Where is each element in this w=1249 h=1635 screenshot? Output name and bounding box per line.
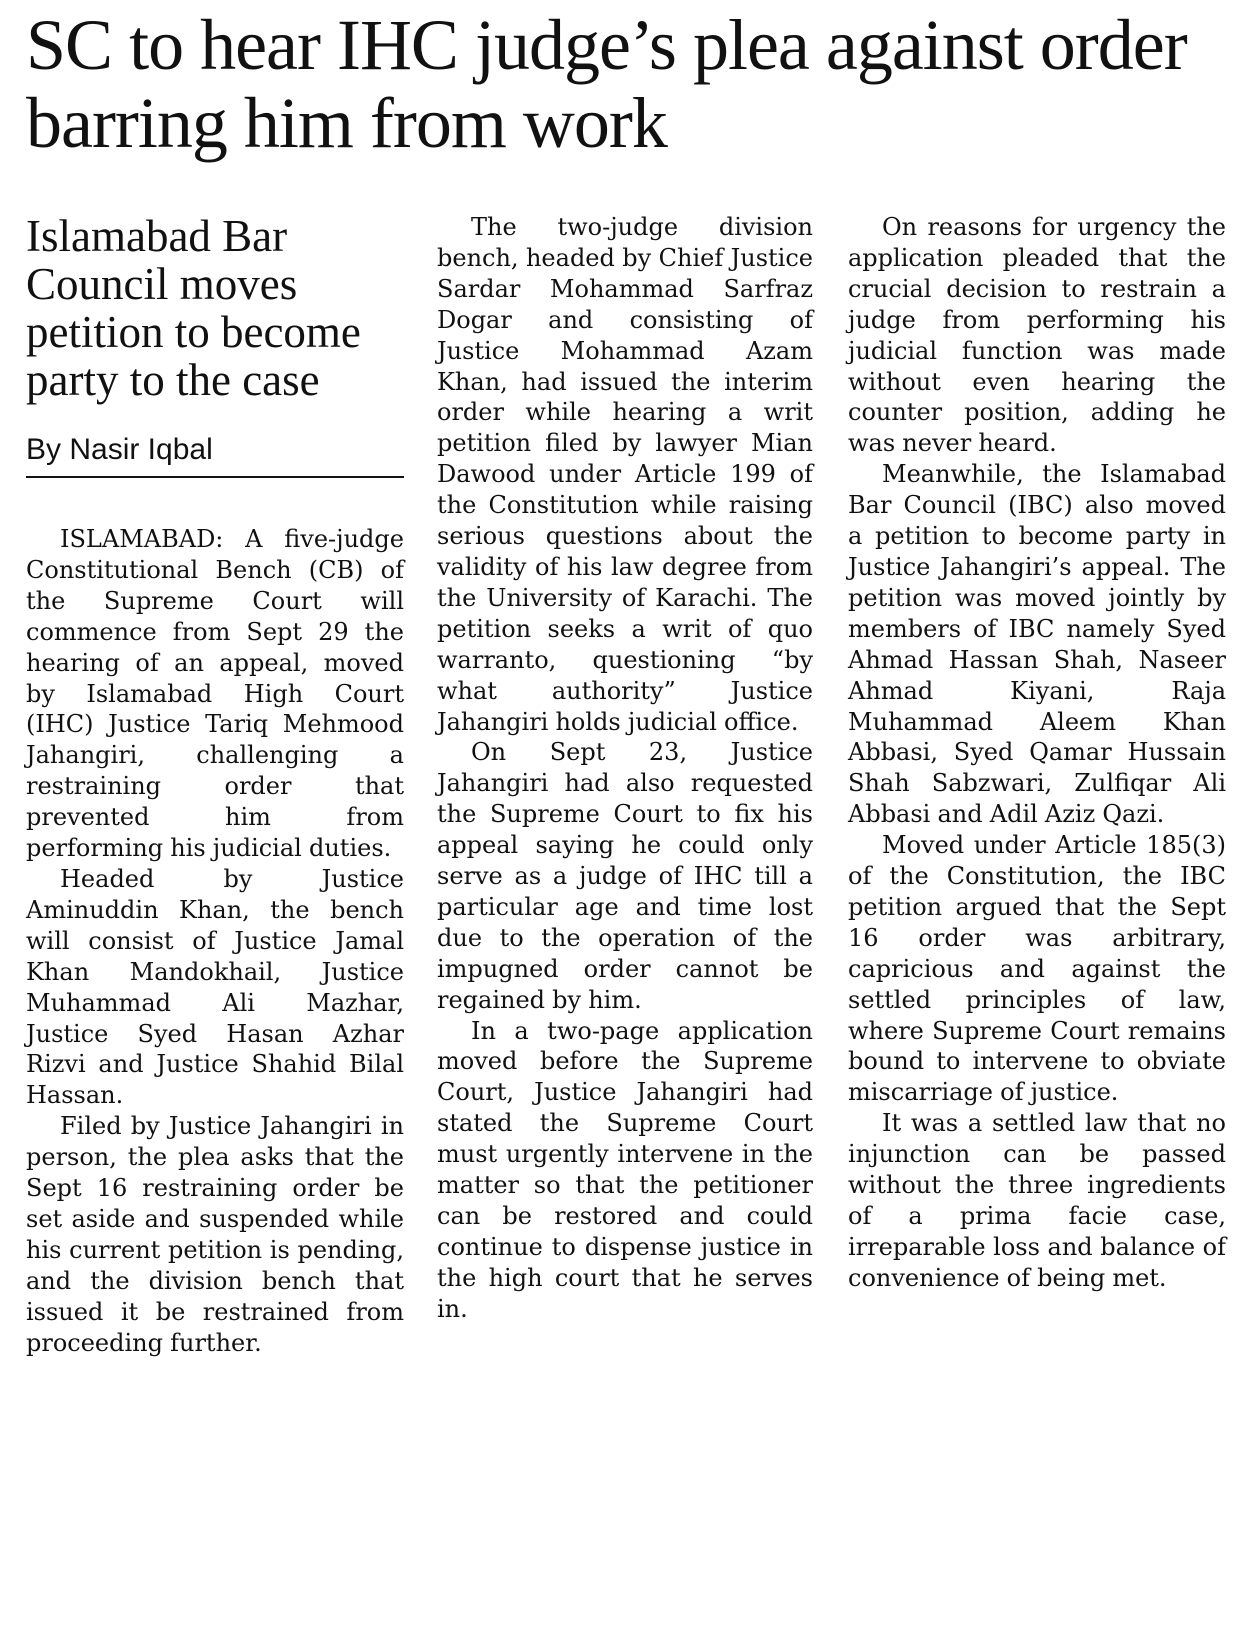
deck-subheadline: Islamabad Bar Council moves petition to become party to the case xyxy=(26,211,361,405)
byline: By Nasir Iqbal xyxy=(26,432,404,478)
paragraph: ISLAMABAD: A five-judge Constitutional Bench (CB) of the Supreme Court will commence from Sept 29 the hearing of an appeal, moved by Islamabad High Court (IHC) Justice Tariq Mehmood Jahangiri, challenging a restraining order that prevented him from performing his judicial duties. xyxy=(26,525,404,863)
paragraph: It was a settled law that no injunction can be passed without the three ingredients of a prima facie case, irreparable loss and balance of convenience of being met. xyxy=(848,1109,1226,1292)
paragraph: Filed by Justice Jahangiri in person, the plea asks that the Sept 16 restraining order be set aside and suspended while his current petition is pending, and the division bench that issued it be restrained from proceeding further. xyxy=(26,1112,404,1357)
column-1 xyxy=(26,212,404,1358)
paragraph: Meanwhile, the Islamabad Bar Council (IBC) also moved a petition to become party in Justice Jahangiri’s appeal. The petition was moved jointly by members of IBC namely Syed Ahmad Hassan Shah, Naseer Ahmad Kiyani, Raja Muhammad Aleem Khan Abbasi, Syed Qamar Hussain Shah Sabzwari, Zulfiqar Ali Abbasi and Adil Aziz Qazi. xyxy=(848,460,1226,829)
paragraph: The two-judge division bench, headed by Chief Justice Sardar Mohammad Sarfraz Dogar and consisting of Justice Mohammad Azam Khan, had issued the interim order while hearing a writ petition filed by lawyer Mian Dawood under Article 199 of the Constitution while raising serious questions about the validity of his law degree from the University of Karachi. The petition seeks a writ of quo warranto, questioning “by what authority” Justice Jahangiri holds judicial office. xyxy=(437,213,813,736)
paragraph: Moved under Article 185(3) of the Constitution, the IBC petition argued that the Sept 16 order was arbitrary, capricious and against the settled principles of law, where Supreme Court remains bound to intervene to obviate miscarriage of justice. xyxy=(848,831,1226,1107)
paragraph: Headed by Justice Aminuddin Khan, the bench will consist of Justice Jamal Khan Mandokhail, Justice Muhammad Ali Mazhar, Justice Syed Hasan Azhar Rizvi and Justice Shahid Bilal Hassan. xyxy=(26,864,404,1110)
headline: SC to hear IHC judge’s plea against order barring him from work xyxy=(26,5,1187,163)
paragraph: On Sept 23, Justice Jahangiri had also requested the Supreme Court to fix his appeal saying he could only serve as a judge of IHC till a particular age and time lost due to the operation of the impugned order cannot be regained by him. xyxy=(437,738,813,1014)
column-2 xyxy=(437,212,813,1325)
column-3 xyxy=(848,212,1226,1294)
paragraph: On reasons for urgency the application pleaded that the crucial decision to restrain a judge from performing his judicial function was made without even hearing the counter position, adding he was never heard. xyxy=(848,213,1226,458)
paragraph: In a two-page application moved before the Supreme Court, Justice Jahangiri had stated the Supreme Court must urgently intervene in the matter so that the petitioner can be restored and could continue to dispense justice in the high court that he serves in. xyxy=(437,1016,813,1323)
column-1-body xyxy=(26,524,404,1358)
